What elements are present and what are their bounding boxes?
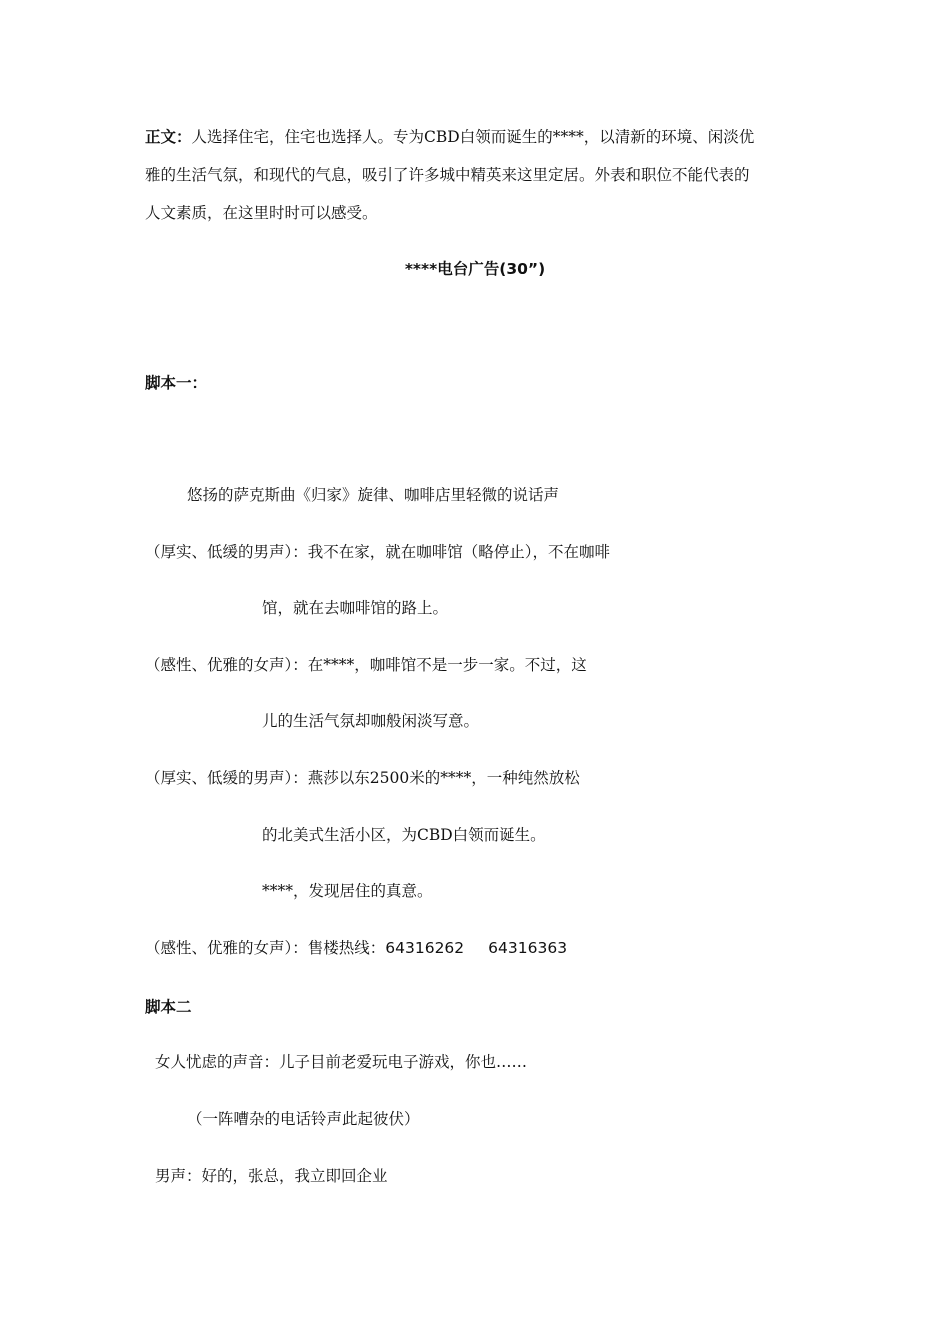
script2-heading: 脚本二 (145, 998, 192, 1016)
ad-title: ****电台广告(30”) (404, 260, 546, 278)
script1-line-6: 的北美式生活小区，为CBD白领而诞生。 (262, 826, 546, 844)
script1-line-2: 馆，就在去咖啡馆的路上。 (262, 599, 449, 617)
script1-hotline (145, 938, 567, 958)
script2-line-3: 男声：好的，张总，我立即回企业 (155, 1167, 388, 1185)
script1-music-cue: 悠扬的萨克斯曲《归家》旋律、咖啡店里轻微的说话声 (187, 486, 560, 504)
script1-heading: 脚本一： (145, 374, 208, 392)
script2-line-2: （一阵嘈杂的电话铃声此起彼伏） (187, 1110, 420, 1128)
script1-line-4: 儿的生活气氛却咖般闲淡写意。 (262, 712, 480, 730)
intro-line-1 (145, 127, 754, 147)
intro-label: 正文 (145, 128, 177, 146)
hotline-phone-1: 64316262 (385, 939, 465, 957)
script1-line-5: （厚实、低缓的男声）：燕莎以东2500米的****，一种纯然放松 (145, 769, 580, 787)
script1-line-3: （感性、优雅的女声）：在****，咖啡馆不是一步一家。不过，这 (145, 656, 587, 674)
hotline-prefix: （感性、优雅的女声）：售楼热线： (145, 939, 386, 957)
intro-label-colon: ： (176, 128, 192, 146)
intro-line-2: 雅的生活气氛，和现代的气息，吸引了许多城中精英来这里定居。外表和职位不能代表的 (145, 166, 750, 184)
script1-line-1: （厚实、低缓的男声）：我不在家，就在咖啡馆（略停止），不在咖啡 (145, 543, 611, 561)
script2-line-1: 女人忧虑的声音：儿子目前老爱玩电子游戏，你也…… (155, 1053, 528, 1071)
intro-text-1: 人选择住宅，住宅也选择人。专为CBD白领而诞生的****，以清新的环境、闲淡优 (191, 128, 755, 146)
intro-line-3: 人文素质，在这里时时可以感受。 (145, 204, 378, 222)
script1-line-7: ****，发现居住的真意。 (262, 882, 433, 900)
hotline-phone-2: 64316363 (488, 939, 568, 957)
